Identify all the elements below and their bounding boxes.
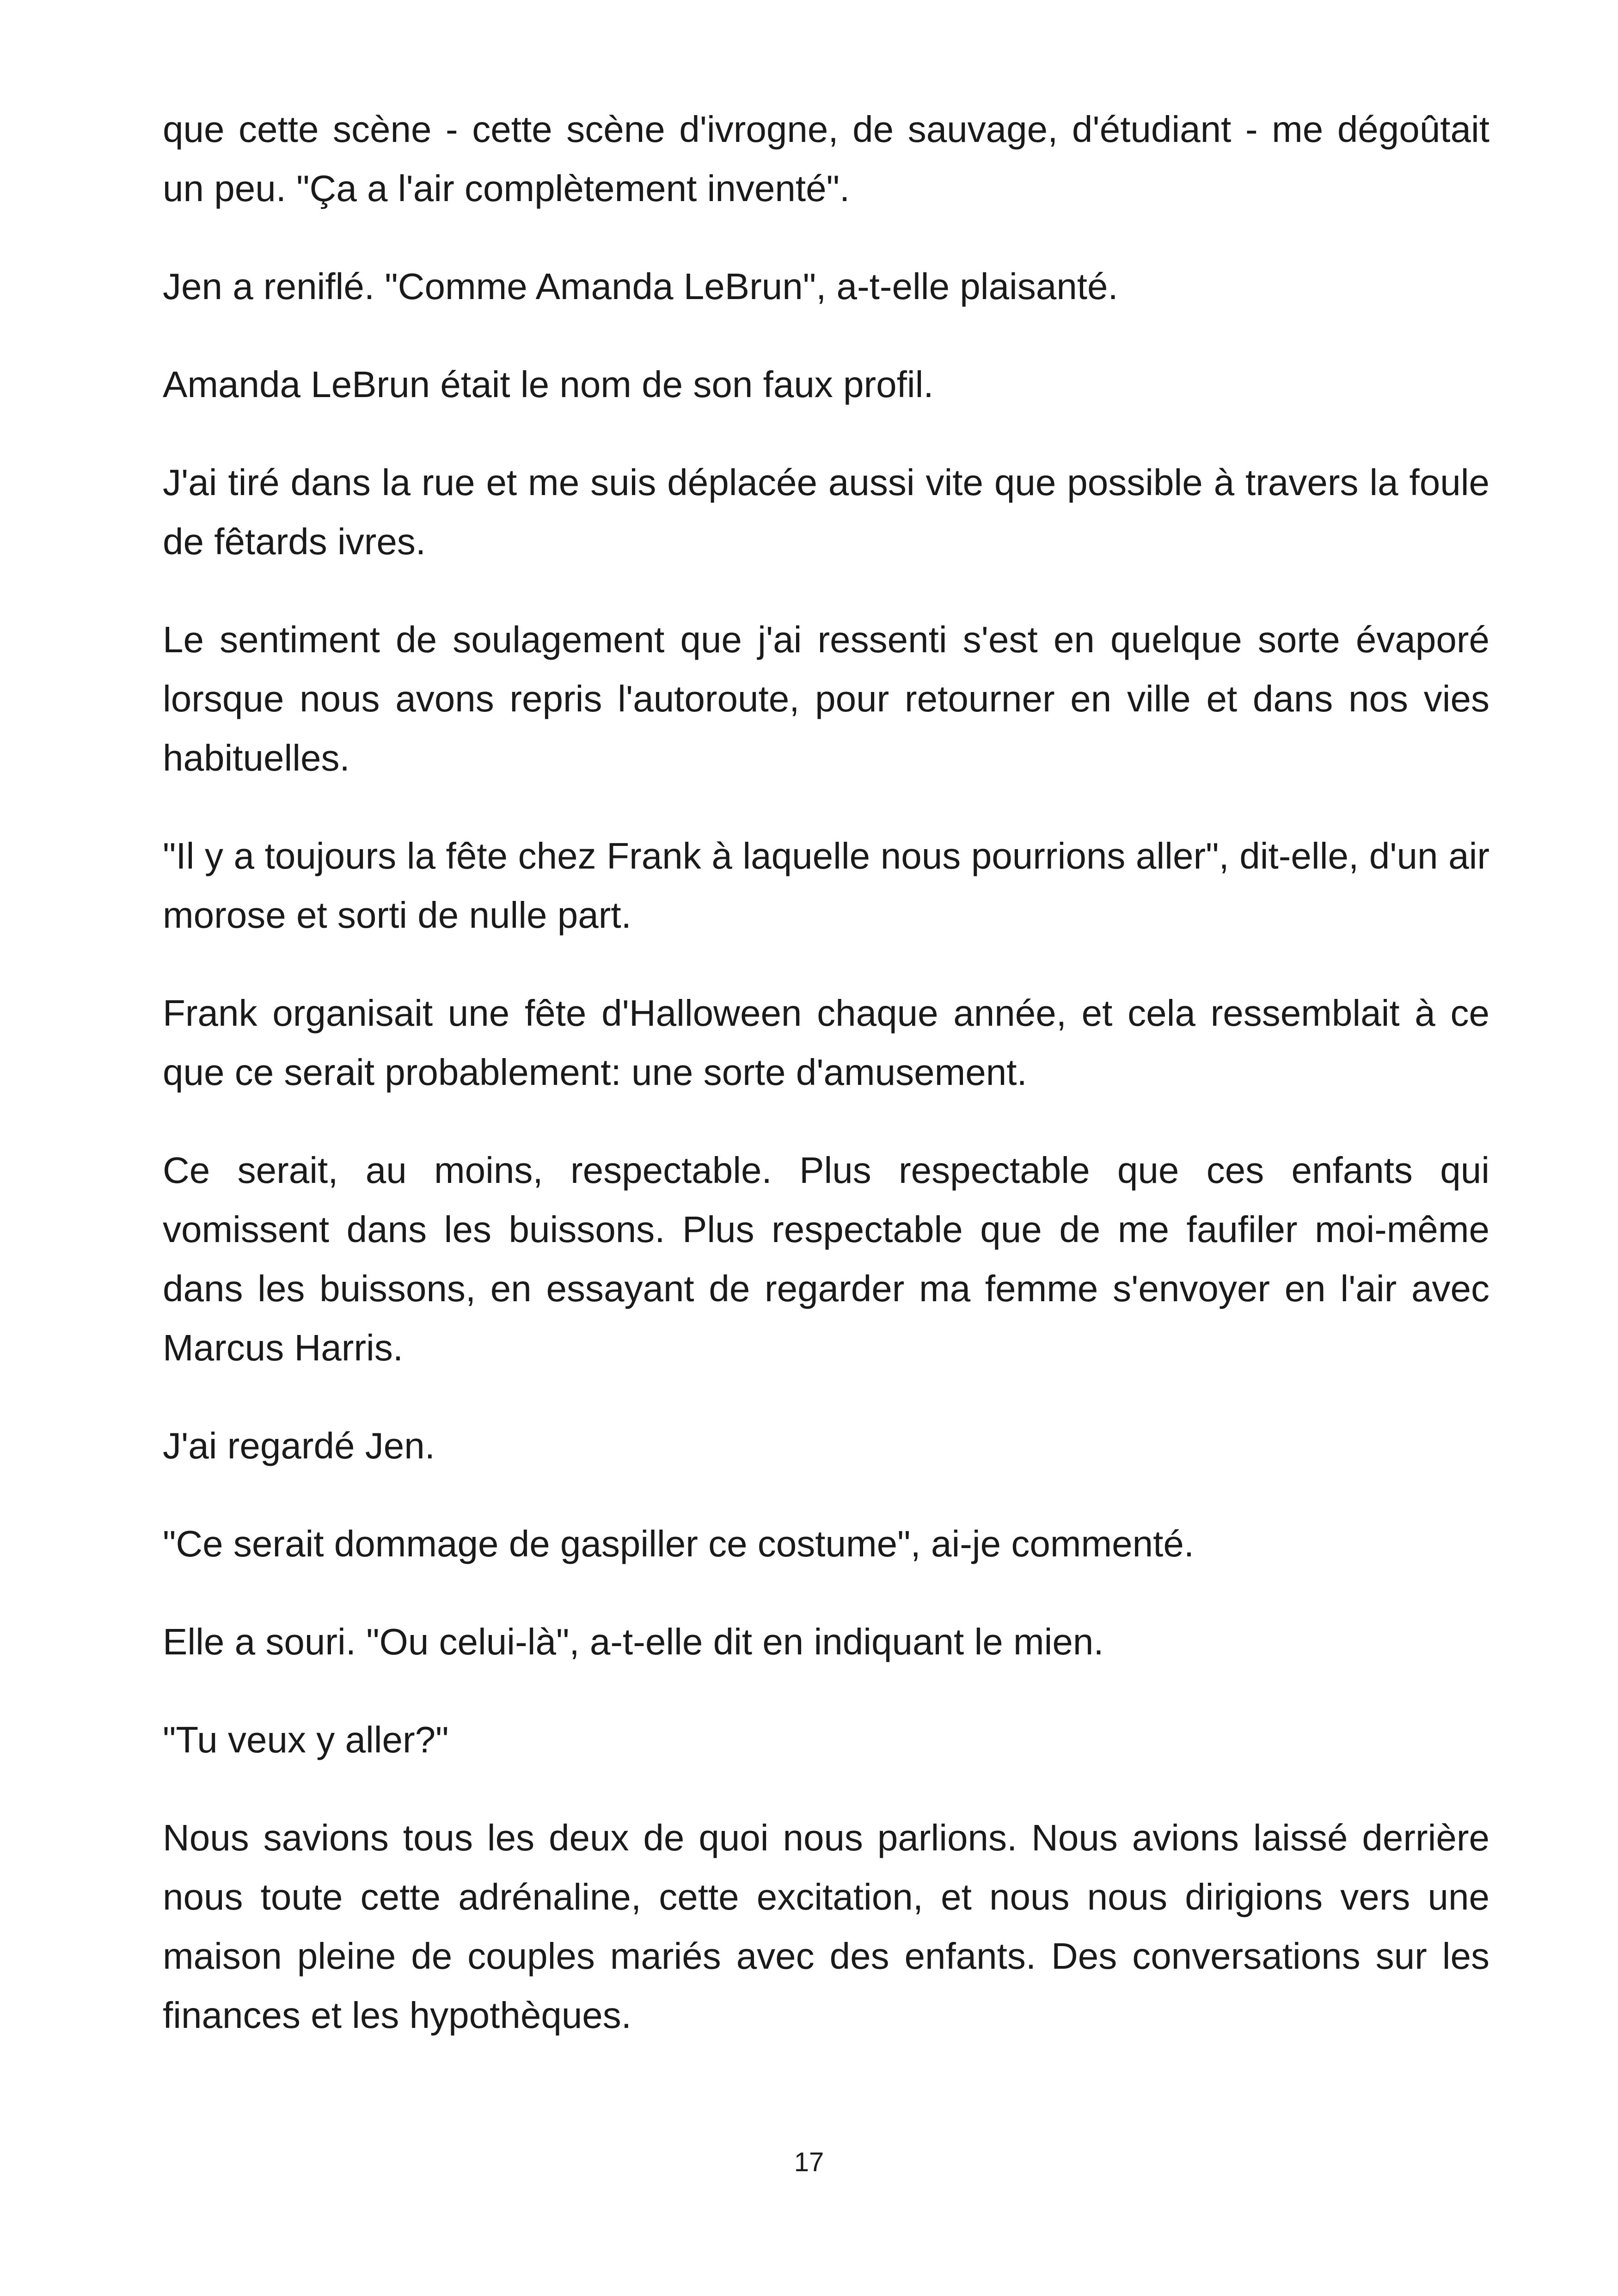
page-number: 17 bbox=[794, 2147, 824, 2177]
paragraph-1: que cette scène - cette scène d'ivrogne, de sauvage, d'étudiant - me dégoûtait un peu. "Ça a l'air complètement inventé". bbox=[163, 109, 1489, 209]
paragraph-5: Le sentiment de soulagement que j'ai ressenti s'est en quelque sorte évaporé lorsque nous avons repris l'autoroute, pour retourner en ville et dans nos vies habituelles. bbox=[163, 619, 1489, 778]
paragraph-9: J'ai regardé Jen. bbox=[163, 1425, 435, 1466]
paragraph-7: Frank organisait une fête d'Halloween chaque année, et cela ressemblait à ce que ce serait probablement: une sorte d'amusement. bbox=[163, 992, 1489, 1093]
paragraph-6: "Il y a toujours la fête chez Frank à laquelle nous pourrions aller", dit-elle, d'un air morose et sorti de nulle part. bbox=[163, 835, 1489, 936]
paragraph-4: J'ai tiré dans la rue et me suis déplacée aussi vite que possible à travers la foule de fêtards ivres. bbox=[163, 462, 1489, 562]
text-body bbox=[163, 100, 1489, 2084]
paragraph-10: "Ce serait dommage de gaspiller ce costume", ai-je commenté. bbox=[163, 1523, 1195, 1564]
paragraph-12: "Tu veux y aller?" bbox=[163, 1719, 449, 1760]
paragraph-11: Elle a souri. "Ou celui-là", a-t-elle dit en indiquant le mien. bbox=[163, 1621, 1104, 1662]
paragraph-13: Nous savions tous les deux de quoi nous parlions. Nous avions laissé derrière nous toute cette adrénaline, cette excitation, et nous nous dirigions vers une maison pleine de couples mariés avec des enfants. Des conversations sur les finances et les hypothèques. bbox=[163, 1817, 1489, 2036]
paragraph-8: Ce serait, au moins, respectable. Plus respectable que ces enfants qui vomissent dans les buissons. Plus respectable que de me faufiler moi-même dans les buissons, en essayant de regarder ma femme s'envoyer en l'air avec Marcus Harris. bbox=[163, 1150, 1489, 1368]
paragraph-3: Amanda LeBrun était le nom de son faux profil. bbox=[163, 364, 934, 405]
paragraph-2: Jen a reniflé. "Comme Amanda LeBrun", a-t-elle plaisanté. bbox=[163, 266, 1118, 307]
